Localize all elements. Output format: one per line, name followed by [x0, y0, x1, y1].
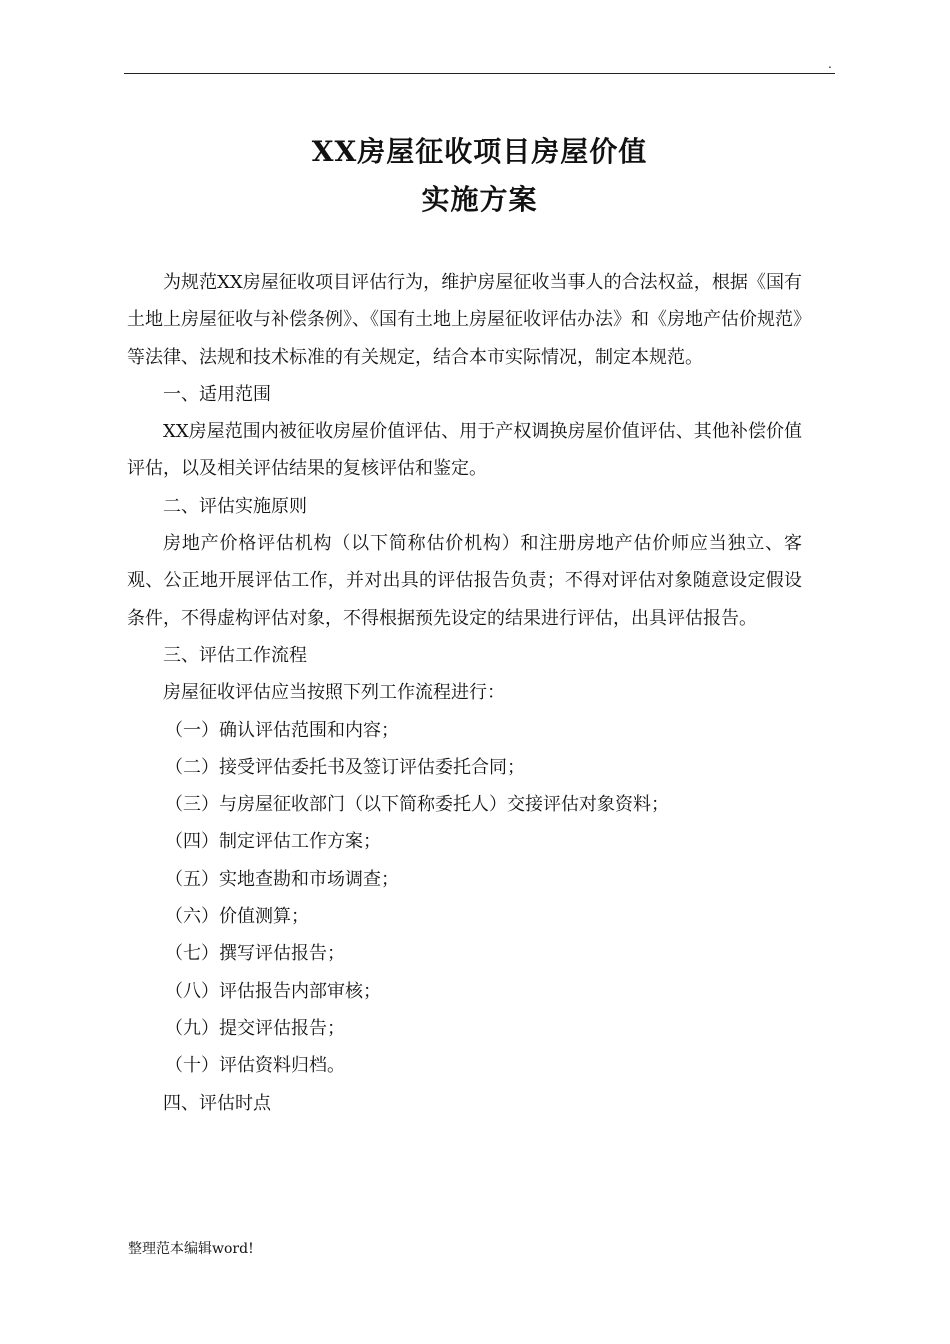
workflow-step: （一）确认评估范围和内容； [165, 719, 399, 741]
workflow-step: （五）实地查勘和市场调查； [165, 868, 399, 890]
workflow-step: （二）接受评估委托书及签订评估委托合同； [165, 756, 525, 778]
page-footer: 整理范本编辑word! [128, 1241, 254, 1257]
workflow-step: （九）提交评估报告； [165, 1017, 345, 1039]
document-body [127, 264, 802, 1122]
workflow-step: （四）制定评估工作方案； [165, 831, 381, 853]
header-rule [124, 73, 835, 74]
principles-paragraph: 房地产价格评估机构（以下简称估价机构）和注册房地产估价师应当独立、客观、公正地开展评估工作，并对出具的评估报告负责；不得对评估对象随意设定假设条件，不得虚构评估对象，不得根据预先设定的结果进行评估，出具评估报告。 [127, 533, 802, 629]
workflow-step: （三）与房屋征收部门（以下简称委托人）交接评估对象资料； [165, 794, 669, 816]
header-mark: . [828, 57, 832, 71]
scope-paragraph: XX房屋范围内被征收房屋价值评估、用于产权调换房屋价值评估、其他补偿价值评估，以及相关评估结果的复核评估和鉴定。 [127, 421, 802, 480]
document-title-line-2: 实施方案 [421, 183, 538, 216]
workflow-intro: 房屋征收评估应当按照下列工作流程进行： [163, 682, 505, 704]
intro-paragraph: 为规范XX房屋征收项目评估行为，维护房屋征收当事人的合法权益，根据《国有土地上房屋征收与补偿条例》、《国有土地上房屋征收评估办法》和《房地产估价规范》等法律、法规和技术标准的有关规定，结合本市实际情况，制定本规范。 [127, 272, 802, 368]
workflow-step: （六）价值测算； [165, 906, 309, 928]
section-heading-valuation-date: 四、评估时点 [163, 1092, 271, 1114]
section-heading-principles: 二、评估实施原则 [163, 495, 307, 517]
workflow-step: （十）评估资料归档。 [165, 1055, 345, 1077]
section-heading-scope: 一、适用范围 [163, 383, 271, 405]
document-title-line-1: XX房屋征收项目房屋价值 [311, 135, 648, 168]
section-heading-workflow: 三、评估工作流程 [163, 644, 307, 666]
workflow-step: （七）撰写评估报告； [165, 943, 345, 965]
workflow-step: （八）评估报告内部审核； [165, 980, 381, 1002]
